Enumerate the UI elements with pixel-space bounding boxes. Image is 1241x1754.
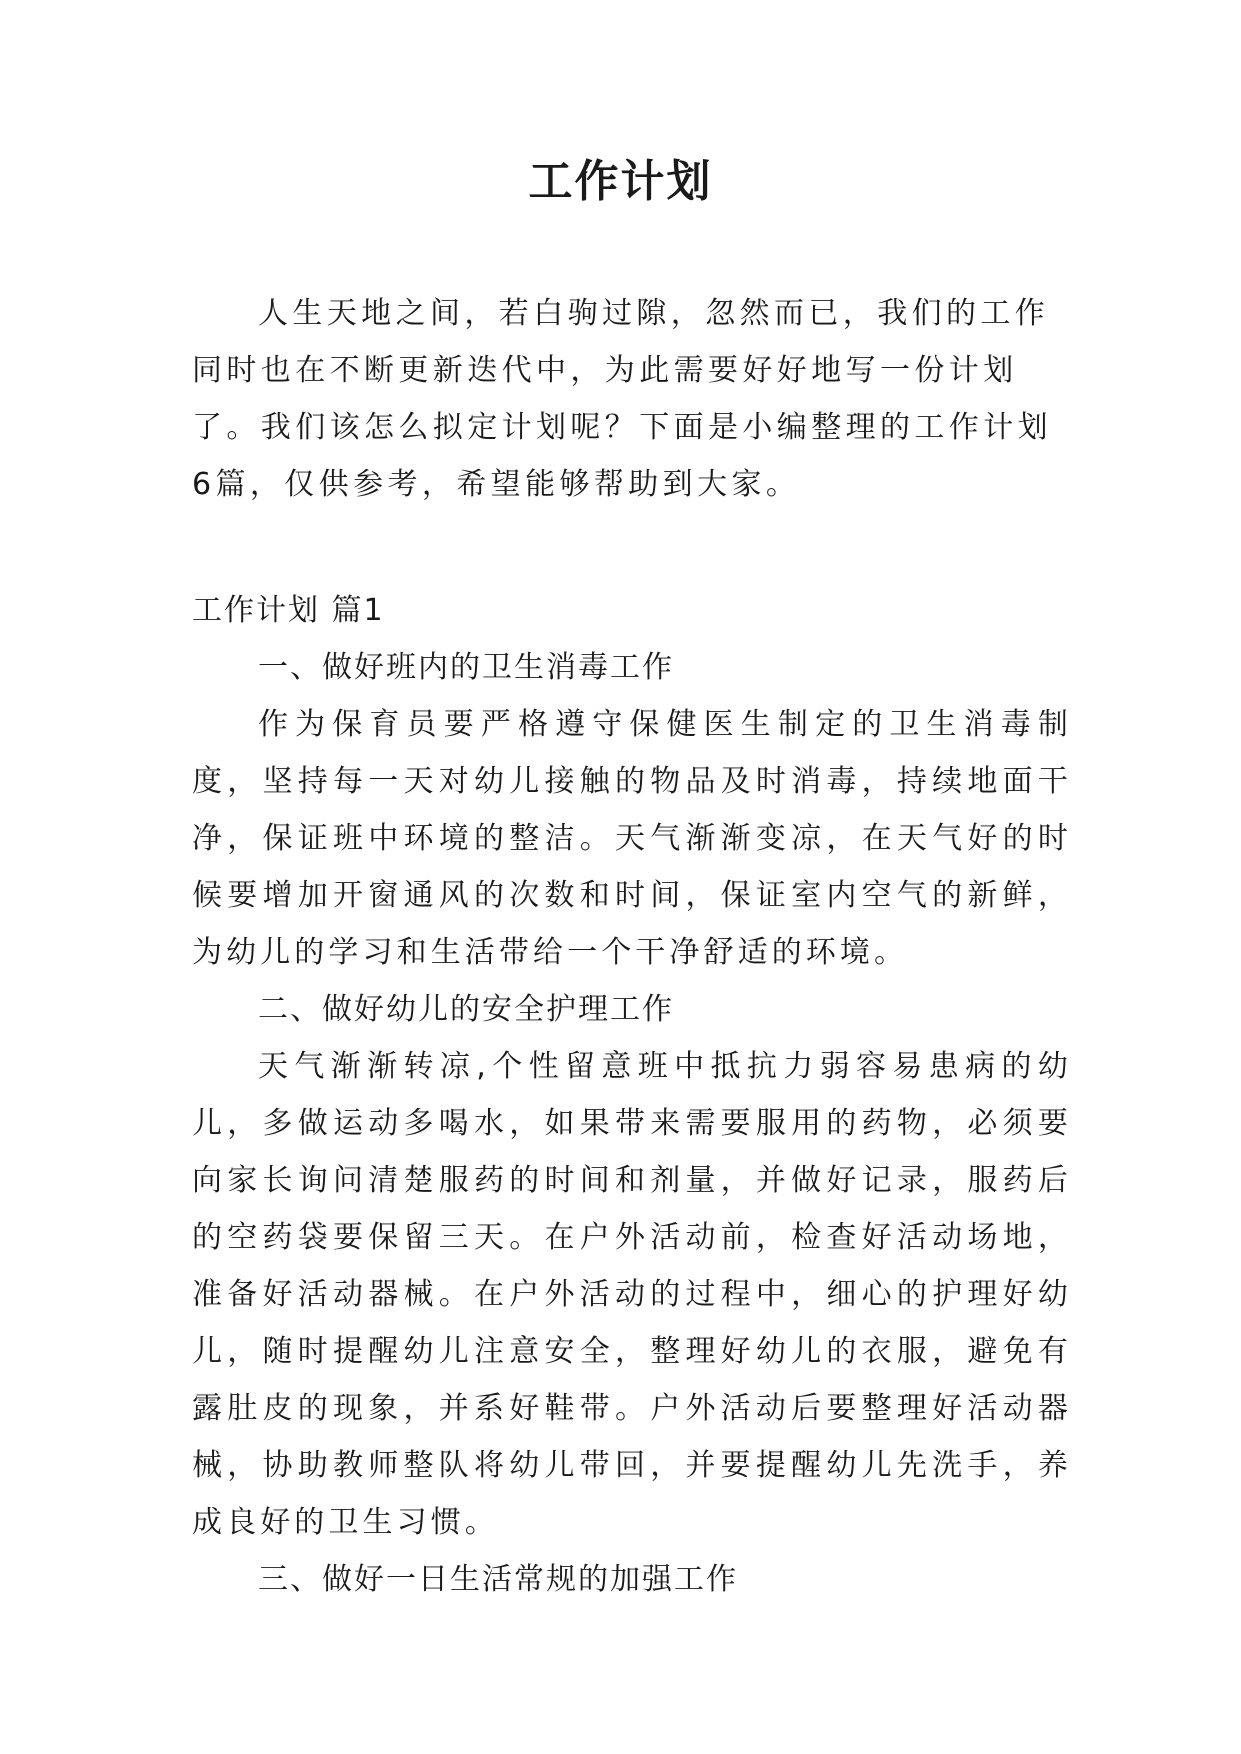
intro-paragraph: 人生天地之间，若白驹过隙，忽然而已，我们的工作同时也在不断更新迭代中，为此需要好好地写一份计划了。我们该怎么拟定计划呢？下面是小编整理的工作计划6篇，仅供参考，希望能够帮助到大家。 [192,296,1052,502]
section-heading-1: 一、做好班内的卫生消毒工作 [258,650,674,685]
section-heading-2: 二、做好幼儿的安全护理工作 [258,992,674,1027]
document-title: 工作计划 [528,156,713,207]
article-1 [192,582,1072,1608]
section-paragraph-2: 天气渐渐转凉,个性留意班中抵抗力弱容易患病的幼儿，多做运动多喝水，如果带来需要服用的药物，必须要向家长询问清楚服药的时间和剂量，并做好记录，服药后的空药袋要保留三天。在户外活动前，检查好活动场地，准备好活动器械。在户外活动的过程中，细心的护理好幼儿，随时提醒幼儿注意安全，整理好幼儿的衣服，避免有露肚皮的现象，并系好鞋带。户外活动后要整理好活动器械，协助教师整队将幼儿带回，并要提醒幼儿先洗手，养成良好的卫生习惯。 [192,1049,1072,1540]
article-heading: 工作计划 篇1 [192,593,385,628]
section-heading-3: 三、做好一日生活常规的加强工作 [258,1562,738,1597]
section-paragraph-1: 作为保育员要严格遵守保健医生制定的卫生消毒制度，坚持每一天对幼儿接触的物品及时消毒，持续地面干净，保证班中环境的整洁。天气渐渐变凉，在天气好的时候要增加开窗通风的次数和时间，保证室内空气的新鲜，为幼儿的学习和生活带给一个干净舒适的环境。 [192,707,1072,970]
